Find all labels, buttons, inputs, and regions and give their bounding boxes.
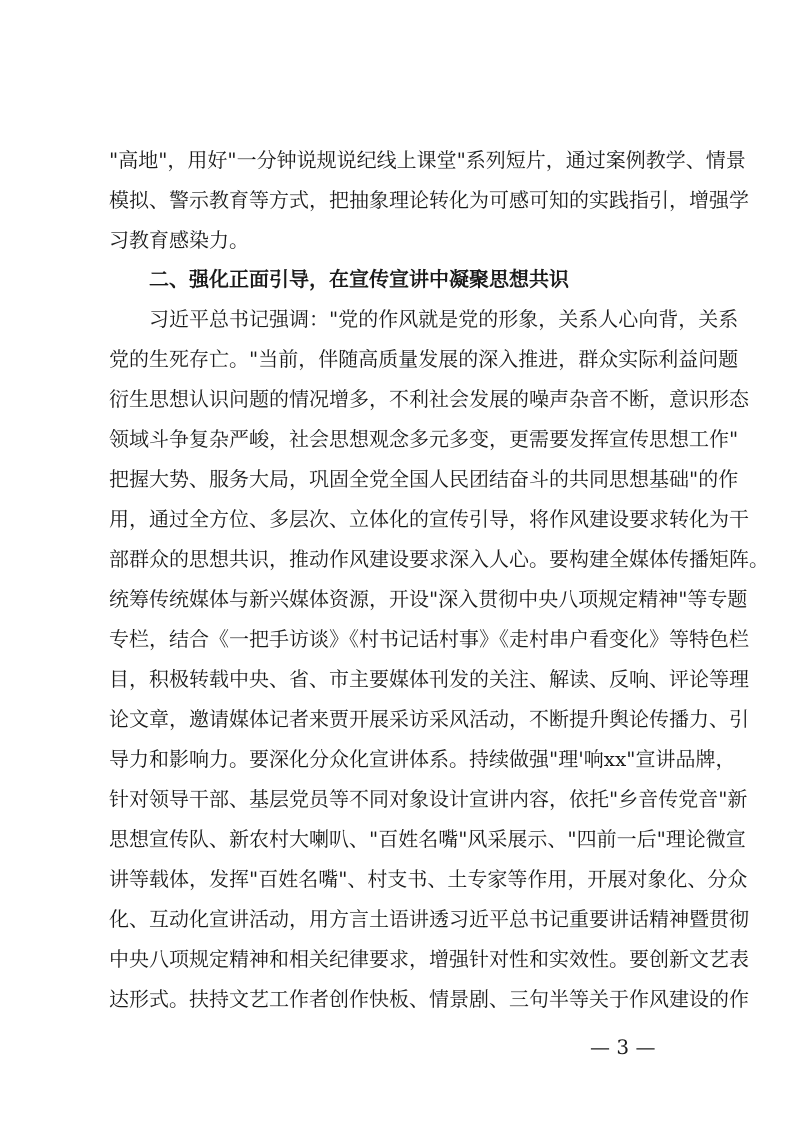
page-number: — 3 — (590, 1035, 656, 1059)
text-line: 导力和影响力。要深化分众化宣讲体系。持续做强"理'响xx"宣讲品牌， (109, 747, 736, 771)
text-line: 专栏，结合《一把手访谈》《村书记话村事》《走村串户看变化》等特色栏 (109, 627, 749, 651)
text-line: 领域斗争复杂严峻，社会思想观念多元多变，更需要发挥宣传思想工作" (109, 427, 739, 451)
text-line: 衍生思想认识问题的情况增多，不利社会发展的噪声杂音不断，意识形态 (109, 387, 749, 411)
text-line: 论文章，邀请媒体记者来贾开展采访采风活动，不断提升舆论传播力、引 (109, 707, 749, 731)
text-line: 化、互动化宣讲活动，用方言土语讲透习近平总书记重要讲话精神暨贯彻 (109, 907, 749, 931)
text-line: 统筹传统媒体与新兴媒体资源，开设"深入贯彻中央八项规定精神"等专题 (109, 587, 748, 611)
text-line: 习教育感染力。 (109, 228, 249, 252)
text-line: 讲等载体，发挥"百姓名嘴"、村支书、土专家等作用，开展对象化、分众 (109, 867, 748, 891)
text-line: 习近平总书记强调："党的作风就是党的形象，关系人心向背，关系 (149, 307, 739, 331)
text-line: "高地"，用好"一分钟说规说纪线上课堂"系列短片，通过案例教学、情景 (109, 148, 746, 172)
text-line: 用，通过全方位、多层次、立体化的宣传引导，将作风建设要求转化为干 (109, 507, 749, 531)
text-line: 部群众的思想共识，推动作风建设要求深入人心。要构建全媒体传播矩阵。 (109, 547, 769, 571)
text-line: 把握大势、服务大局，巩固全党全国人民团结奋斗的共同思想基础"的作 (109, 467, 739, 491)
text-line: 党的生死存亡。"当前，伴随高质量发展的深入推进，群众实际利益问题 (109, 347, 739, 371)
text-line: 思想宣传队、新农村大喇叭、"百姓名嘴"风采展示、"四前一后"理论微宣 (109, 827, 746, 851)
text-line: 模拟、警示教育等方式，把抽象理论转化为可感可知的实践指引，增强学 (109, 188, 749, 212)
text-line: 针对领导干部、基层党员等不同对象设计宣讲内容，依托"乡音传党音"新 (109, 787, 748, 811)
text-line: 达形式。扶持文艺工作者创作快板、情景剧、三句半等关于作风建设的作 (109, 987, 749, 1011)
section-heading: 二、强化正面引导，在宣传宣讲中凝聚思想共识 (149, 267, 569, 291)
text-line: 目，积极转载中央、省、市主要媒体刊发的关注、解读、反响、评论等理 (109, 667, 749, 691)
text-line: 中央八项规定精神和相关纪律要求，增强针对性和实效性。要创新文艺表 (109, 947, 749, 971)
